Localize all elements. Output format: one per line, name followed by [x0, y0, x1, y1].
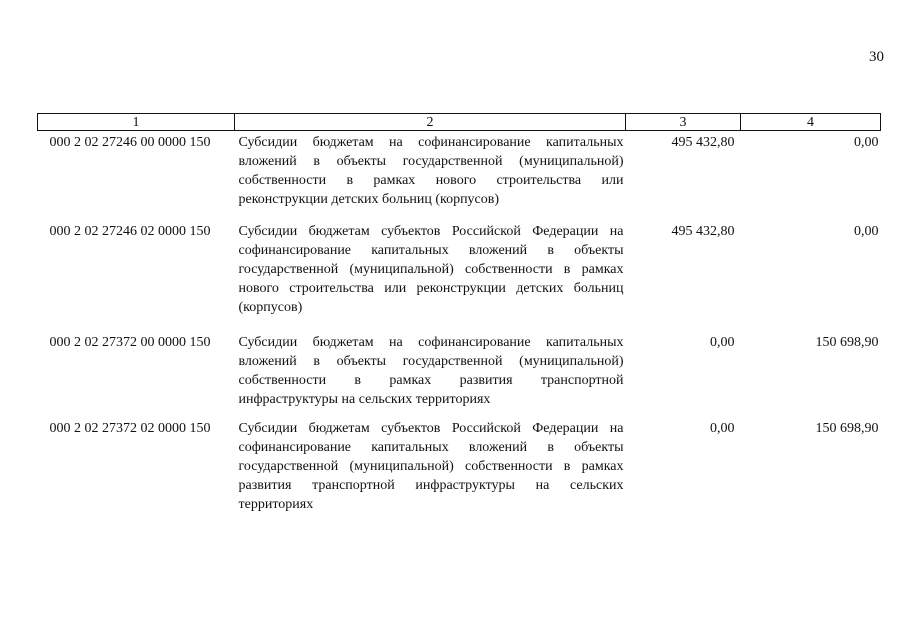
row-description: Субсидии бюджетам субъектов Российской Федерации на софинансирование капитальных вложений в объекты государственной (муниципальной) собственности в рамках развития транспортной инфраструктуры на сельских территориях — [238, 421, 624, 512]
value-column-3: 495 432,80 — [671, 224, 735, 239]
column-header-1: 1 — [38, 114, 235, 131]
value-column-4: 150 698,90 — [815, 421, 879, 436]
budget-code: 000 2 02 27246 02 0000 150 — [49, 224, 211, 239]
budget-code: 000 2 02 27372 02 0000 150 — [49, 421, 211, 436]
table-header-row — [38, 114, 881, 131]
column-header-2: 2 — [235, 114, 626, 131]
value-column-4: 0,00 — [854, 224, 879, 239]
value-column-4: 0,00 — [854, 135, 879, 150]
value-column-3: 0,00 — [710, 335, 735, 350]
table-row — [38, 131, 881, 223]
page-number: 30 — [869, 49, 884, 65]
budget-code: 000 2 02 27246 00 0000 150 — [49, 135, 211, 150]
column-header-4: 4 — [741, 114, 881, 131]
table-row — [38, 333, 881, 419]
budget-code: 000 2 02 27372 00 0000 150 — [49, 335, 211, 350]
budget-revenue-table — [37, 113, 881, 519]
table-row — [38, 222, 881, 333]
table-row — [38, 419, 881, 519]
column-header-3: 3 — [626, 114, 741, 131]
value-column-4: 150 698,90 — [815, 335, 879, 350]
value-column-3: 0,00 — [710, 421, 735, 436]
row-description: Субсидии бюджетам на софинансирование капитальных вложений в объекты государственной (муниципальной) собственности в рамках нового строительства или реконструкции детских больниц (корпусов) — [238, 135, 624, 207]
value-column-3: 495 432,80 — [671, 135, 735, 150]
row-description: Субсидии бюджетам на софинансирование капитальных вложений в объекты государственной (муниципальной) собственности в рамках развития транспортной инфраструктуры на сельских территориях — [238, 335, 624, 407]
row-description: Субсидии бюджетам субъектов Российской Федерации на софинансирование капитальных вложений в объекты государственной (муниципальной) собственности в рамках нового строительства или реконструкции детских больниц (корпусов) — [238, 224, 624, 315]
